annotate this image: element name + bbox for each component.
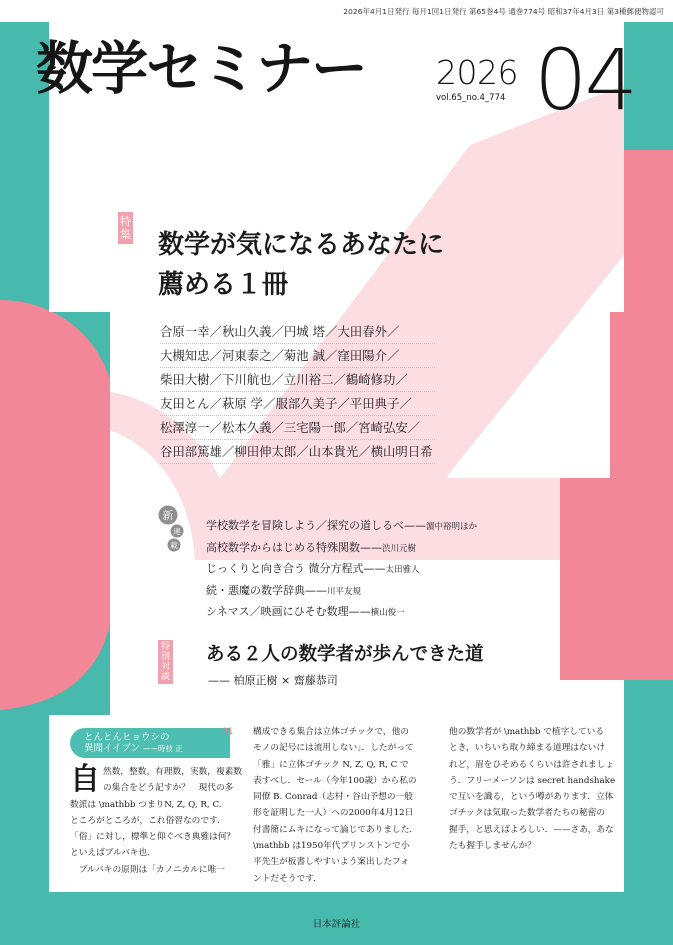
special-dialogue-title: ある２人の数学者が歩んできた道: [206, 644, 484, 665]
feature-title-line: 薦める１冊: [158, 270, 289, 300]
text-line: う．フリーメーソンは secret handshake: [449, 775, 616, 786]
text-line: で互いを識る，という噂があります．立体: [449, 792, 614, 803]
column-text-2: [253, 724, 418, 887]
series-author: 濵中裕明ほか: [426, 522, 478, 532]
special-dialogue-participants: —— 柏原正樹 × 齋藤恭司: [208, 674, 338, 687]
column-series-line: 異聞イイブン ——時枝 正: [84, 743, 183, 754]
text-line: ブルバキの原則は「カノニカルに唯一: [70, 864, 225, 875]
series-author: 太田雅人: [385, 565, 420, 576]
text-line: 然数，整数，有理数，実数，複素数: [103, 767, 242, 777]
text-line: 形を証明した一人）への2000年4月12日: [253, 808, 414, 819]
author-line: 大槻知忠／河東泰之／菊池 誠／窪田陽介／: [160, 344, 435, 368]
text-line: 握手，と思えばよろしい．——さあ，あな: [449, 824, 614, 835]
column-series-line: とんとんヒョウシの: [84, 732, 170, 743]
series-title: 高校数学からはじめる特殊関数——: [206, 540, 382, 554]
feature-title-line: 数学が気になるあなたに: [158, 230, 445, 260]
pink-left-arc: [0, 300, 110, 710]
series-item: [206, 602, 477, 624]
column-number: 01: [222, 727, 234, 737]
series-author: 横山俊一: [370, 608, 405, 619]
text-line: れど，眉をひそめるくらいは許されましょ: [449, 759, 615, 770]
column-text-3: [449, 724, 615, 854]
feature-title: [158, 225, 444, 305]
badge-char: 新: [162, 509, 174, 522]
feature-author-list: [160, 320, 435, 464]
text-line: の集合をどう記すか？ 現代の多: [103, 783, 234, 794]
text-line: といえばブルバキ也．: [70, 848, 156, 859]
badge-char: 載: [170, 541, 178, 550]
new-series-badge: [158, 505, 185, 555]
text-line: 構成できる集合は立体ゴチックで，他の: [253, 727, 409, 737]
text-line: 同僚 B. Conrad（志村・谷山予想の一般: [253, 792, 413, 803]
text-line: 他の数学者が \mathbb で植字している: [449, 727, 605, 737]
issue-note: 2026年4月1日発行 毎月1回1日発行 第65巻4号 通巻774号 昭和37年4月3日 第3種郵便物認可: [343, 7, 664, 16]
issue-year: 2026: [436, 53, 518, 92]
text-line: 付書簡にムキになって論じてありました．: [253, 824, 419, 835]
author-line: 友田とん／萩原 学／服部久美子／平田典子／: [160, 392, 435, 416]
text-line: 「俗」に対し，標準と仰ぐべき典雅は何？: [70, 832, 236, 843]
text-line: ントだそうです．: [253, 873, 322, 884]
series-item: [206, 559, 477, 581]
column-author: ——時枝 正: [142, 744, 183, 753]
series-title: 学校数学を冒険しよう／探究の道しるべ——: [206, 519, 426, 532]
new-series-list: [206, 516, 477, 624]
author-line: 谷田部篤雄／柳田伸太郎／山本貴光／横山明日希: [160, 440, 435, 464]
special-dialogue-tag: 特別対談: [158, 640, 173, 684]
publisher-name: 日本評論社: [312, 919, 361, 930]
text-line: 平先生が板書しやすいよう案出したフォ: [253, 857, 409, 868]
issue-volume: vol.65_no.4_774: [436, 93, 506, 103]
text-line: たも握手しませんか？: [449, 841, 536, 852]
series-item: [206, 516, 477, 538]
column-text-1: [70, 762, 242, 878]
series-item: [206, 581, 477, 603]
series-author: 川平友規: [327, 586, 362, 597]
author-line: 松澤淳一／松本久義／三宅陽一郎／宮崎弘安／: [160, 416, 435, 440]
badge-char: 連: [173, 527, 181, 536]
series-title: じっくりと向き合う 微分方程式——: [206, 562, 386, 576]
column-series-title: [84, 732, 183, 754]
series-title: シネマス／映画にひそむ数理——: [206, 605, 371, 619]
drop-cap: 自: [70, 762, 100, 797]
series-author: 渋川元樹: [382, 543, 417, 554]
text-line: モノの記号には流用しない」．したがって: [253, 743, 414, 754]
text-line: ところがところが，これ俗習なのです．: [70, 815, 226, 826]
text-line: とき，いちいち取り締まる道理はないけ: [449, 743, 606, 754]
text-line: 「雅」に立体ゴチック N, Z, Q, R, C で: [253, 759, 409, 770]
series-item: [206, 538, 477, 560]
author-line: 合原一幸／秋山久義／円城 塔／大田春外／: [160, 320, 435, 344]
text-line: \mathbb は1950年代プリンストンで小: [253, 841, 410, 852]
feature-tag: 特集: [118, 212, 133, 244]
text-line: ゴチックは気取った数学者たちの秘密の: [449, 808, 606, 819]
pink-bar-right: [560, 478, 610, 680]
text-line: 数派は \mathbb つまりN, Z, Q, R, C.: [70, 799, 222, 810]
author-line: 柴田大樹／下川航也／立川裕二／鶴崎修功／: [160, 368, 435, 392]
text-line: 表すべし．セール（今年100歳）から私の: [253, 775, 417, 786]
magazine-title: 数学セミナー: [36, 35, 366, 102]
issue-month: 04: [534, 31, 635, 129]
series-title: 続・悪魔の数学辞典——: [206, 583, 327, 597]
